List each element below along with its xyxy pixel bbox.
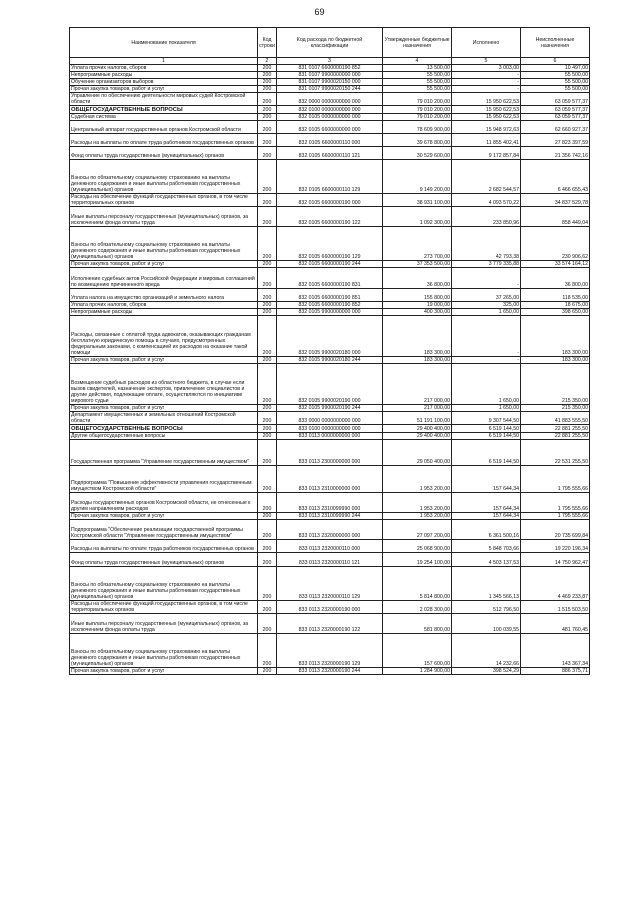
row-executed: 6 519 144,50 bbox=[452, 440, 521, 466]
row-unexecuted: 62 660 927,37 bbox=[521, 121, 590, 134]
row-budget-code: 832 0105 9900000000 000 bbox=[277, 309, 383, 316]
row-executed: 5 848 703,66 bbox=[452, 540, 521, 553]
row-name: Обучение организаторов выборов bbox=[70, 79, 258, 86]
row-unexecuted: 63 059 577,37 bbox=[521, 93, 590, 106]
table-row bbox=[70, 553, 590, 567]
row-budget-code: 833 0113 2320000110 000 bbox=[277, 540, 383, 553]
row-executed: - bbox=[452, 79, 521, 86]
row-executed: 157 644,34 bbox=[452, 493, 521, 513]
row-unexecuted: 55 500,00 bbox=[521, 79, 590, 86]
row-line-code: 200 bbox=[258, 433, 277, 440]
row-name: Прочая закупка товаров, работ и услуг bbox=[70, 668, 258, 675]
table-row bbox=[70, 634, 590, 668]
row-unexecuted: 21 356 742,16 bbox=[521, 147, 590, 160]
row-unexecuted: 858 449,04 bbox=[521, 207, 590, 227]
table-row bbox=[70, 160, 590, 194]
table-row bbox=[70, 65, 590, 72]
row-budget-code: 831 0107 9900000000 000 bbox=[277, 72, 383, 79]
row-unexecuted: 886 375,71 bbox=[521, 668, 590, 675]
row-name: Государственная программа "Управление государственным имуществом" bbox=[70, 440, 258, 466]
row-approved: 29 050 400,00 bbox=[383, 440, 452, 466]
table-row bbox=[70, 289, 590, 302]
row-unexecuted: 10 497,00 bbox=[521, 65, 590, 72]
row-unexecuted: 55 500,00 bbox=[521, 72, 590, 79]
row-approved: 29 400 400,00 bbox=[383, 433, 452, 440]
row-approved: 9 149 200,00 bbox=[383, 160, 452, 194]
row-executed: 157 644,34 bbox=[452, 466, 521, 493]
row-unexecuted: 34 837 529,78 bbox=[521, 194, 590, 207]
row-budget-code: 832 0105 6600000190 831 bbox=[277, 268, 383, 289]
row-unexecuted: 63 059 577,37 bbox=[521, 106, 590, 114]
table-row bbox=[70, 493, 590, 513]
table-row bbox=[70, 207, 590, 227]
row-name: Прочая закупка товаров, работ и услуг bbox=[70, 86, 258, 93]
row-approved: 1 953 200,00 bbox=[383, 466, 452, 493]
row-unexecuted: 143 367,34 bbox=[521, 634, 590, 668]
row-executed: - bbox=[452, 72, 521, 79]
row-name: Иные выплаты персоналу государственных (муниципальных) органов, за исключением фонда оплаты труда bbox=[70, 207, 258, 227]
row-unexecuted: 183 300,00 bbox=[521, 357, 590, 364]
row-approved: 79 010 200,00 bbox=[383, 114, 452, 121]
row-name: Подпрограмма "Обеспечение реализации государственной программы Костромской области "Управление государственным имуществом" bbox=[70, 520, 258, 540]
row-approved: 55 500,00 bbox=[383, 72, 452, 79]
row-line-code: 200 bbox=[258, 316, 277, 357]
row-name: Взносы по обязательному социальному страхованию на выплаты денежного содержания и иные выплаты работникам государственных (муниципальных) органов bbox=[70, 227, 258, 261]
row-budget-code: 833 0113 2320000190 129 bbox=[277, 634, 383, 668]
table-row bbox=[70, 440, 590, 466]
row-unexecuted: 22 881 255,50 bbox=[521, 425, 590, 433]
row-line-code: 200 bbox=[258, 364, 277, 405]
row-line-code: 200 bbox=[258, 412, 277, 425]
row-budget-code: 833 0113 2320000110 121 bbox=[277, 553, 383, 567]
row-line-code: 200 bbox=[258, 440, 277, 466]
row-budget-code: 832 0000 0000000000 000 bbox=[277, 93, 383, 106]
row-unexecuted: 1 795 555,66 bbox=[521, 513, 590, 520]
row-budget-code: 832 0105 6600000190 129 bbox=[277, 227, 383, 261]
row-unexecuted: 230 906,62 bbox=[521, 227, 590, 261]
row-line-code: 200 bbox=[258, 147, 277, 160]
row-approved: 581 800,00 bbox=[383, 614, 452, 634]
row-executed: 37 265,00 bbox=[452, 289, 521, 302]
row-executed: 1 345 566,13 bbox=[452, 567, 521, 601]
row-executed: 6 361 500,16 bbox=[452, 520, 521, 540]
row-approved: 78 609 900,00 bbox=[383, 121, 452, 134]
row-line-code: 200 bbox=[258, 121, 277, 134]
row-executed: 15 950 622,53 bbox=[452, 114, 521, 121]
row-name: Уплата налога на имущество организаций и земельного налога bbox=[70, 289, 258, 302]
row-budget-code: 833 0113 2310099990 244 bbox=[277, 513, 383, 520]
row-budget-code: 832 0105 6600000110 129 bbox=[277, 160, 383, 194]
row-approved: 1 953 200,00 bbox=[383, 493, 452, 513]
row-budget-code: 832 0105 9900020180 000 bbox=[277, 316, 383, 357]
row-approved: 38 931 100,00 bbox=[383, 194, 452, 207]
row-name: Судебная система bbox=[70, 114, 258, 121]
row-name: Прочая закупка товаров, работ и услуг bbox=[70, 405, 258, 412]
row-executed: 325,00 bbox=[452, 302, 521, 309]
table-row bbox=[70, 268, 590, 289]
table-row bbox=[70, 134, 590, 147]
row-name: Взносы по обязательному социальному страхованию на выплаты денежного содержания и иные выплаты работникам государственных (муниципальных) органов bbox=[70, 160, 258, 194]
row-name: Взносы по обязательному социальному страхованию на выплаты денежного содержания и иные выплаты работникам государственных (муниципальных) органов bbox=[70, 567, 258, 601]
row-name: Расходы на обеспечение функций государственных органов, в том числе территориальных органов bbox=[70, 601, 258, 614]
table-row bbox=[70, 106, 590, 114]
row-approved: 55 500,00 bbox=[383, 79, 452, 86]
table-body bbox=[70, 65, 590, 675]
header-indicator-name: Наименование показателя bbox=[70, 28, 258, 58]
table-row bbox=[70, 114, 590, 121]
row-budget-code: 833 0113 2320000110 129 bbox=[277, 567, 383, 601]
row-approved: 19 254 100,00 bbox=[383, 553, 452, 567]
row-line-code: 200 bbox=[258, 114, 277, 121]
table-row bbox=[70, 316, 590, 357]
row-executed: 14 232,66 bbox=[452, 634, 521, 668]
row-unexecuted: 19 220 196,34 bbox=[521, 540, 590, 553]
row-budget-code: 832 0105 6600000190 852 bbox=[277, 302, 383, 309]
row-name: Расходы на обеспечение функций государственных органов, в том числе территориальных органов bbox=[70, 194, 258, 207]
row-unexecuted: 1 515 503,50 bbox=[521, 601, 590, 614]
row-unexecuted: 41 883 555,50 bbox=[521, 412, 590, 425]
row-unexecuted: 215 350,00 bbox=[521, 405, 590, 412]
row-executed: - bbox=[452, 268, 521, 289]
row-line-code: 200 bbox=[258, 160, 277, 194]
row-line-code: 200 bbox=[258, 614, 277, 634]
row-unexecuted: 6 466 655,43 bbox=[521, 160, 590, 194]
row-approved: 25 068 900,00 bbox=[383, 540, 452, 553]
table-row bbox=[70, 93, 590, 106]
row-executed: - bbox=[452, 86, 521, 93]
table-row bbox=[70, 614, 590, 634]
row-approved: 36 800,00 bbox=[383, 268, 452, 289]
row-budget-code: 832 0105 0000000000 000 bbox=[277, 114, 383, 121]
row-executed: 1 650,00 bbox=[452, 405, 521, 412]
row-unexecuted: 1 795 555,66 bbox=[521, 466, 590, 493]
row-approved: 1 092 300,00 bbox=[383, 207, 452, 227]
row-executed: 42 793,38 bbox=[452, 227, 521, 261]
row-executed: - bbox=[452, 357, 521, 364]
row-executed: 233 850,96 bbox=[452, 207, 521, 227]
table-row bbox=[70, 567, 590, 601]
row-approved: 39 678 800,00 bbox=[383, 134, 452, 147]
table-row bbox=[70, 194, 590, 207]
row-line-code: 200 bbox=[258, 668, 277, 675]
row-executed: 9 172 857,84 bbox=[452, 147, 521, 160]
row-name: Непрограммные расходы bbox=[70, 309, 258, 316]
row-line-code: 200 bbox=[258, 65, 277, 72]
row-line-code: 200 bbox=[258, 553, 277, 567]
column-numbers-row bbox=[70, 58, 590, 65]
table-row bbox=[70, 601, 590, 614]
row-approved: 55 500,00 bbox=[383, 86, 452, 93]
row-line-code: 200 bbox=[258, 227, 277, 261]
row-line-code: 200 bbox=[258, 268, 277, 289]
row-approved: 2 028 300,00 bbox=[383, 601, 452, 614]
row-line-code: 200 bbox=[258, 72, 277, 79]
row-budget-code: 832 0105 6600000190 000 bbox=[277, 194, 383, 207]
row-name: Уплата прочих налогов, сборов bbox=[70, 302, 258, 309]
table-row bbox=[70, 540, 590, 553]
table-row bbox=[70, 412, 590, 425]
table-row bbox=[70, 357, 590, 364]
row-executed: 3 003,00 bbox=[452, 65, 521, 72]
row-approved: 13 500,00 bbox=[383, 65, 452, 72]
row-executed: 398 524,29 bbox=[452, 668, 521, 675]
row-name: Прочая закупка товаров, работ и услуг bbox=[70, 357, 258, 364]
row-line-code: 200 bbox=[258, 520, 277, 540]
row-approved: 1 953 200,00 bbox=[383, 513, 452, 520]
row-unexecuted: 398 650,00 bbox=[521, 309, 590, 316]
row-name: ОБЩЕГОСУДАРСТВЕННЫЕ ВОПРОСЫ bbox=[70, 106, 258, 114]
row-budget-code: 833 0100 0000000000 000 bbox=[277, 425, 383, 433]
row-budget-code: 833 0000 0000000000 000 bbox=[277, 412, 383, 425]
row-approved: 79 010 200,00 bbox=[383, 93, 452, 106]
row-name: Расходы на выплаты по оплате труда работников государственных органов bbox=[70, 134, 258, 147]
row-line-code: 200 bbox=[258, 601, 277, 614]
row-line-code: 200 bbox=[258, 134, 277, 147]
row-unexecuted: 20 735 699,84 bbox=[521, 520, 590, 540]
table-row bbox=[70, 309, 590, 316]
row-executed: - bbox=[452, 316, 521, 357]
row-approved: 19 000,00 bbox=[383, 302, 452, 309]
row-line-code: 200 bbox=[258, 289, 277, 302]
row-unexecuted: 36 800,00 bbox=[521, 268, 590, 289]
row-executed: 512 796,50 bbox=[452, 601, 521, 614]
row-budget-code: 833 0113 2310000000 000 bbox=[277, 466, 383, 493]
row-line-code: 200 bbox=[258, 493, 277, 513]
row-unexecuted: 63 059 577,37 bbox=[521, 114, 590, 121]
row-budget-code: 832 0105 6600000110 000 bbox=[277, 134, 383, 147]
table-row bbox=[70, 425, 590, 433]
row-unexecuted: 55 500,00 bbox=[521, 86, 590, 93]
row-approved: 51 191 100,00 bbox=[383, 412, 452, 425]
row-budget-code: 833 0113 2320000190 244 bbox=[277, 668, 383, 675]
table-row bbox=[70, 72, 590, 79]
row-budget-code: 833 0113 2300000000 000 bbox=[277, 440, 383, 466]
row-line-code: 200 bbox=[258, 194, 277, 207]
row-unexecuted: 481 760,45 bbox=[521, 614, 590, 634]
row-approved: 217 000,00 bbox=[383, 364, 452, 405]
row-executed: 11 855 402,41 bbox=[452, 134, 521, 147]
row-unexecuted: 118 535,00 bbox=[521, 289, 590, 302]
row-budget-code: 831 0107 9900020150 244 bbox=[277, 86, 383, 93]
row-line-code: 200 bbox=[258, 357, 277, 364]
table-row bbox=[70, 86, 590, 93]
row-line-code: 200 bbox=[258, 93, 277, 106]
row-unexecuted: 33 574 164,12 bbox=[521, 261, 590, 268]
row-name: Расходы государственных органов Костромской области, не отнесенные к другим направлениям расходов bbox=[70, 493, 258, 513]
row-approved: 5 814 800,00 bbox=[383, 567, 452, 601]
row-executed: 3 779 335,88 bbox=[452, 261, 521, 268]
row-name: Взносы по обязательному социальному страхованию на выплаты денежного содержания и иные выплаты работникам государственных (муниципальных) органов bbox=[70, 634, 258, 668]
row-name: Другие общегосударственные вопросы bbox=[70, 433, 258, 440]
row-budget-code: 833 0113 2310099990 000 bbox=[277, 493, 383, 513]
row-budget-code: 832 0100 0000000000 000 bbox=[277, 106, 383, 114]
row-name: ОБЩЕГОСУДАРСТВЕННЫЕ ВОПРОСЫ bbox=[70, 425, 258, 433]
row-line-code: 200 bbox=[258, 425, 277, 433]
row-name: Департамент имущественных и земельных отношений Костромской области bbox=[70, 412, 258, 425]
row-unexecuted: 22 531 255,50 bbox=[521, 440, 590, 466]
row-unexecuted: 4 469 233,87 bbox=[521, 567, 590, 601]
row-executed: 4 503 137,53 bbox=[452, 553, 521, 567]
row-budget-code: 833 0113 2320000190 000 bbox=[277, 601, 383, 614]
row-budget-code: 833 0113 2320000190 122 bbox=[277, 614, 383, 634]
table-row bbox=[70, 520, 590, 540]
column-number: 4 bbox=[383, 58, 452, 65]
budget-execution-table bbox=[69, 27, 590, 675]
row-approved: 183 300,00 bbox=[383, 357, 452, 364]
table-row bbox=[70, 261, 590, 268]
row-unexecuted: 27 823 397,59 bbox=[521, 134, 590, 147]
table-row bbox=[70, 466, 590, 493]
row-executed: 15 950 622,53 bbox=[452, 93, 521, 106]
row-budget-code: 832 0105 9900020190 244 bbox=[277, 405, 383, 412]
row-approved: 27 097 200,00 bbox=[383, 520, 452, 540]
row-approved: 400 300,00 bbox=[383, 309, 452, 316]
row-executed: 157 644,34 bbox=[452, 513, 521, 520]
table-row bbox=[70, 147, 590, 160]
row-budget-code: 833 0113 0000000000 000 bbox=[277, 433, 383, 440]
row-unexecuted: 1 795 555,66 bbox=[521, 493, 590, 513]
row-name: Управление по обеспечению деятельности мировых судей Костромской области bbox=[70, 93, 258, 106]
row-executed: 15 948 972,63 bbox=[452, 121, 521, 134]
table-row bbox=[70, 364, 590, 405]
row-executed: 9 307 544,50 bbox=[452, 412, 521, 425]
row-executed: 2 682 544,57 bbox=[452, 160, 521, 194]
header-executed: Исполнено bbox=[452, 28, 521, 58]
row-line-code: 200 bbox=[258, 106, 277, 114]
row-name: Возмещение судебных расходов из областного бюджета, в случае если вызов свидетелей, назначение экспертов, привлечение специалистов и другие действия, подлежащие оплате, осуществляются по инициативе мирового судьи bbox=[70, 364, 258, 405]
row-executed: 15 950 622,53 bbox=[452, 106, 521, 114]
row-line-code: 200 bbox=[258, 302, 277, 309]
row-executed: 4 093 570,22 bbox=[452, 194, 521, 207]
row-line-code: 200 bbox=[258, 567, 277, 601]
header-budget-code: Код расхода по бюджетной классификации bbox=[277, 28, 383, 58]
row-budget-code: 831 0107 9900020150 000 bbox=[277, 79, 383, 86]
row-approved: 155 800,00 bbox=[383, 289, 452, 302]
row-budget-code: 832 0105 6600000000 000 bbox=[277, 121, 383, 134]
table-row bbox=[70, 513, 590, 520]
table-row bbox=[70, 405, 590, 412]
column-number: 1 bbox=[70, 58, 258, 65]
row-approved: 79 010 200,00 bbox=[383, 106, 452, 114]
table-row bbox=[70, 433, 590, 440]
row-budget-code: 833 0113 2320000000 000 bbox=[277, 520, 383, 540]
row-executed: 1 650,00 bbox=[452, 364, 521, 405]
row-unexecuted: 18 675,00 bbox=[521, 302, 590, 309]
row-executed: 6 519 144,50 bbox=[452, 433, 521, 440]
column-number: 5 bbox=[452, 58, 521, 65]
row-line-code: 200 bbox=[258, 513, 277, 520]
row-name: Прочая закупка товаров, работ и услуг bbox=[70, 261, 258, 268]
column-number: 6 bbox=[521, 58, 590, 65]
row-name: Расходы, связанные с оплатой труда адвокатов, оказывающих гражданам бесплатную юридическую помощь в случаях, предусмотренных федеральным законами, с компенсацией их расходов на оказание такой помощи bbox=[70, 316, 258, 357]
row-approved: 30 529 600,00 bbox=[383, 147, 452, 160]
header-unexecuted: Неисполненные назначения bbox=[521, 28, 590, 58]
row-name: Иные выплаты персоналу государственных (муниципальных) органов, за исключением фонда оплаты труда bbox=[70, 614, 258, 634]
table-row bbox=[70, 302, 590, 309]
row-line-code: 200 bbox=[258, 466, 277, 493]
row-line-code: 200 bbox=[258, 207, 277, 227]
row-budget-code: 832 0105 9900020190 000 bbox=[277, 364, 383, 405]
row-line-code: 200 bbox=[258, 309, 277, 316]
row-line-code: 200 bbox=[258, 86, 277, 93]
row-name: Непрограммные расходы bbox=[70, 72, 258, 79]
row-budget-code: 832 0105 6600000110 121 bbox=[277, 147, 383, 160]
row-approved: 37 353 500,00 bbox=[383, 261, 452, 268]
row-name: Прочая закупка товаров, работ и услуг bbox=[70, 513, 258, 520]
row-approved: 29 400 400,00 bbox=[383, 425, 452, 433]
row-budget-code: 831 0107 6600000190 852 bbox=[277, 65, 383, 72]
table-row bbox=[70, 121, 590, 134]
table-row bbox=[70, 79, 590, 86]
table-header-row bbox=[70, 28, 590, 58]
row-unexecuted: 14 750 962,47 bbox=[521, 553, 590, 567]
row-name: Подпрограмма "Повышение эффективности управления государственным имуществом Костромской области" bbox=[70, 466, 258, 493]
row-line-code: 200 bbox=[258, 79, 277, 86]
row-executed: 1 650,00 bbox=[452, 309, 521, 316]
table-row bbox=[70, 227, 590, 261]
row-approved: 273 700,00 bbox=[383, 227, 452, 261]
row-approved: 217 000,00 bbox=[383, 405, 452, 412]
row-name: Расходы на выплаты по оплате труда работников государственных органов bbox=[70, 540, 258, 553]
row-unexecuted: 183 300,00 bbox=[521, 316, 590, 357]
row-line-code: 200 bbox=[258, 540, 277, 553]
row-name: Уплата прочих налогов, сборов bbox=[70, 65, 258, 72]
row-line-code: 200 bbox=[258, 261, 277, 268]
table-row bbox=[70, 668, 590, 675]
row-budget-code: 832 0105 6600000190 122 bbox=[277, 207, 383, 227]
row-approved: 1 284 900,00 bbox=[383, 668, 452, 675]
row-unexecuted: 22 881 255,50 bbox=[521, 433, 590, 440]
row-line-code: 200 bbox=[258, 405, 277, 412]
row-budget-code: 832 0105 6600000190 851 bbox=[277, 289, 383, 302]
row-executed: 6 519 144,50 bbox=[452, 425, 521, 433]
column-number: 3 bbox=[277, 58, 383, 65]
header-line-code: Код строки bbox=[258, 28, 277, 58]
row-approved: 157 600,00 bbox=[383, 634, 452, 668]
row-name: Центральный аппарат государственных органов Костромской области bbox=[70, 121, 258, 134]
row-executed: 100 039,55 bbox=[452, 614, 521, 634]
page-number: 69 bbox=[314, 7, 325, 17]
row-budget-code: 832 0105 6600000190 244 bbox=[277, 261, 383, 268]
row-line-code: 200 bbox=[258, 634, 277, 668]
row-name: Исполнение судебных актов Российской Федерации и мировых соглашений по возмещению причиненного вреда bbox=[70, 268, 258, 289]
header-approved: Утвержденные бюджетные назначения bbox=[383, 28, 452, 58]
row-budget-code: 832 0105 9900020180 244 bbox=[277, 357, 383, 364]
row-name: Фонд оплаты труда государственных (муниципальных) органов bbox=[70, 147, 258, 160]
row-approved: 183 300,00 bbox=[383, 316, 452, 357]
row-name: Фонд оплаты труда государственных (муниципальных) органов bbox=[70, 553, 258, 567]
row-unexecuted: 215 350,00 bbox=[521, 364, 590, 405]
column-number: 2 bbox=[258, 58, 277, 65]
